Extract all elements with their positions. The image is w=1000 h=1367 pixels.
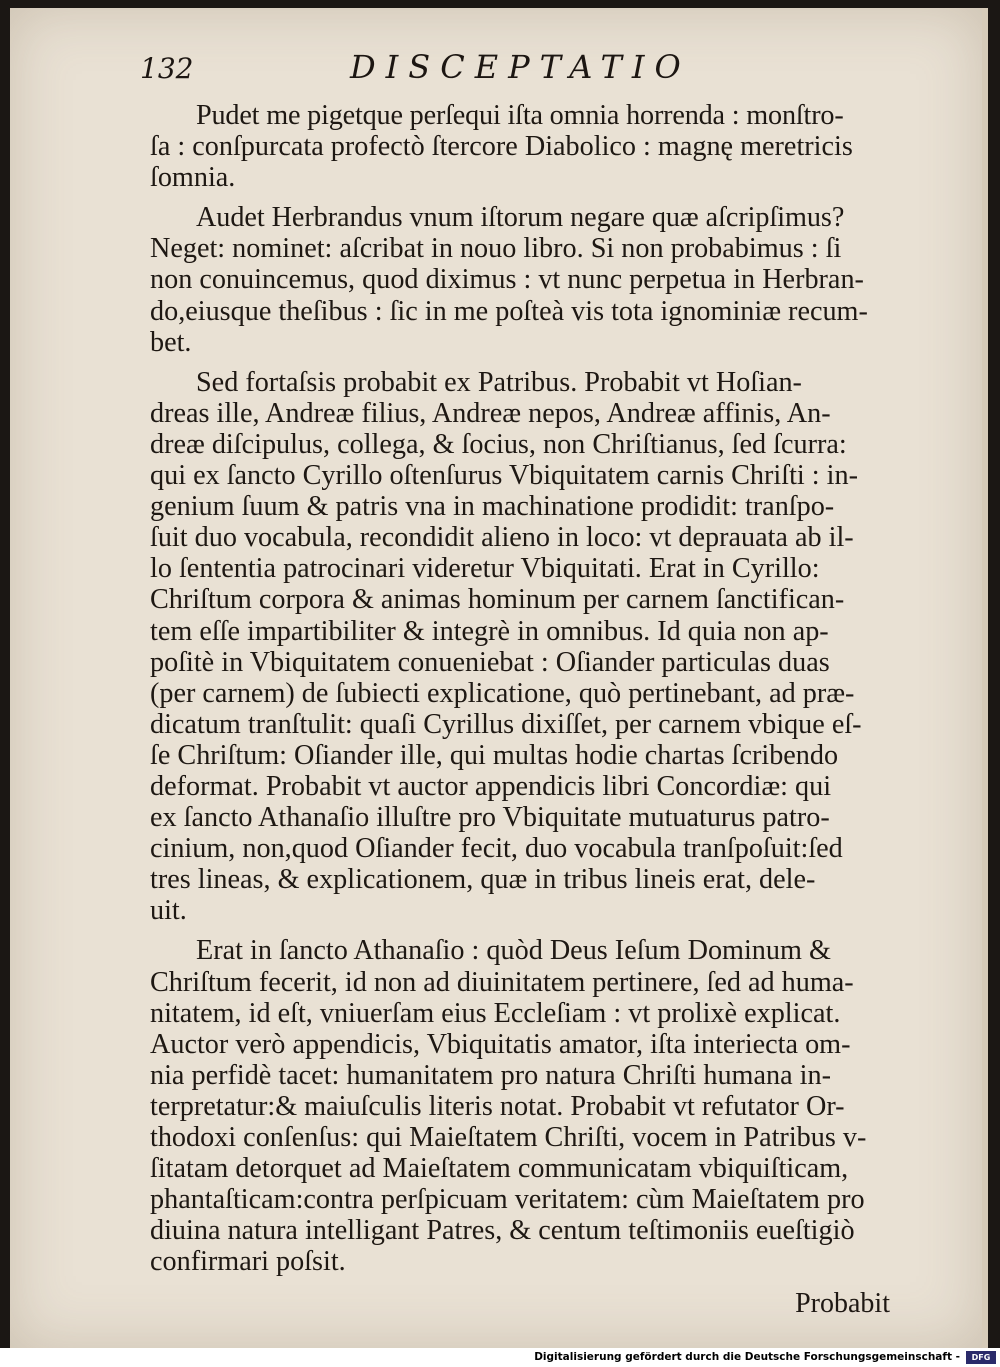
paragraph-3 (150, 367, 890, 927)
digitization-footer (0, 1348, 1000, 1367)
paragraph-4 (150, 935, 890, 1277)
running-title: DISCEPTATIO (350, 48, 691, 86)
text-line: Auctor verò appendicis, Vbiquitatis amator, iſta interiecta om- (150, 1028, 851, 1060)
footer-credit: Digitalisierung gefördert durch die Deutsche Forschungsgemeinschaft - (534, 1351, 960, 1363)
text-line: diuina natura intelligant Patres, & centum teſtimoniis eueſtigiò (150, 1215, 855, 1247)
text-line: ſa : conſpurcata profectò ſtercore Diabolico : magnę meretricis (150, 131, 853, 163)
text-line: Pudet me pigetque perſequi iſta omnia horrenda : monſtro- (196, 100, 844, 131)
page-number: 132 (140, 52, 194, 85)
text-line: uit. (150, 895, 187, 927)
text-line: do,eiusque theſibus : ſic in me poſteà vis tota ignominiæ recum- (150, 295, 868, 327)
text-line: genium ſuum & patris vna in machinatione prodidit: tranſpo- (150, 491, 835, 523)
text-line: thodoxi conſenſus: qui Maieſtatem Chriſti, vocem in Patribus v- (150, 1122, 867, 1153)
text-line: cinium, non,quod Oſiander fecit, duo vocabula tranſpoſuit:ſed (150, 833, 843, 865)
text-line: Audet Herbrandus vnum iſtorum negare quæ aſcripſimus? (196, 202, 845, 234)
text-line: dreas ille, Andreæ filius, Andreæ nepos, Andreæ affinis, An- (150, 397, 831, 429)
dfg-logo-icon: DFG (966, 1351, 996, 1364)
text-line: nia perfidè tacet: humanitatem pro natura Chriſti humana in- (150, 1059, 831, 1091)
text-line: poſitè in Vbiquitatem conueniebat : Oſiander particulas duas (150, 646, 830, 678)
text-line: Erat in ſancto Athanaſio : quòd Deus Ieſum Dominum & (196, 935, 831, 967)
body-text (150, 100, 890, 1277)
page-header (140, 48, 930, 88)
text-line: non conuincemus, quod diximus : vt nunc perpetua in Herbran- (150, 264, 864, 296)
text-line: Chriſtum corpora & animas hominum per carnem ſanctifican- (150, 584, 845, 616)
text-line: dreæ diſcipulus, collega, & ſocius, non Chriſtianus, ſed ſcurra: (150, 428, 847, 460)
text-line: ſe Chriſtum: Oſiander ille, qui multas hodie chartas ſcribendo (150, 739, 839, 771)
text-line: ſitatam detorquet ad Maieſtatem communicatam vbiquiſticam, (150, 1153, 849, 1185)
text-line: ex ſancto Athanaſio illuſtre pro Vbiquitate mutuaturus patro- (150, 802, 830, 834)
book-page (10, 8, 988, 1348)
text-line: Sed fortaſsis probabit ex Patribus. Probabit vt Hoſian- (196, 366, 802, 398)
paragraph-2 (150, 202, 890, 357)
text-line: lo ſententia patrocinari videretur Vbiquitati. Erat in Cyrillo: (150, 553, 820, 585)
text-line: deformat. Probabit vt auctor appendicis libri Concordiæ: qui (150, 770, 832, 802)
text-line: phantaſticam:contra perſpicuam veritatem: cùm Maieſtatem pro (150, 1184, 865, 1216)
paragraph-1 (150, 100, 890, 193)
text-line: tem eſſe impartibiliter & integrè in omnibus. Id quia non ap- (150, 615, 829, 647)
catchword: Probabit (795, 1288, 890, 1319)
text-line: (per carnem) de ſubiecti explicatione, quò pertinebant, ad præ- (150, 677, 855, 709)
text-line: ſomnia. (150, 162, 236, 194)
text-line: Neget: nominet: aſcribat in nouo libro. Si non probabimus : ſi (150, 233, 842, 265)
text-line: terpretatur:& maiuſculis literis notat. Probabit vt refutator Or- (150, 1090, 845, 1122)
text-line: nitatem, id eſt, vniuerſam eius Eccleſiam : vt prolixè explicat. (150, 997, 841, 1029)
text-line: tres lineas, & explicationem, quæ in tribus lineis erat, dele- (150, 864, 816, 896)
text-line: qui ex ſancto Cyrillo oſtenſurus Vbiquitatem carnis Chriſti : in- (150, 460, 858, 492)
text-line: bet. (150, 326, 192, 358)
text-line: Chriſtum fecerit, id non ad diuinitatem pertinere, ſed ad huma- (150, 966, 854, 998)
text-line: confirmari poſsit. (150, 1246, 346, 1278)
text-line: dicatum tranſtulit: quaſi Cyrillus dixiſſet, per carnem vbique eſ- (150, 708, 862, 740)
text-line: ſuit duo vocabula, recondidit alieno in loco: vt deprauata ab il- (150, 522, 854, 554)
